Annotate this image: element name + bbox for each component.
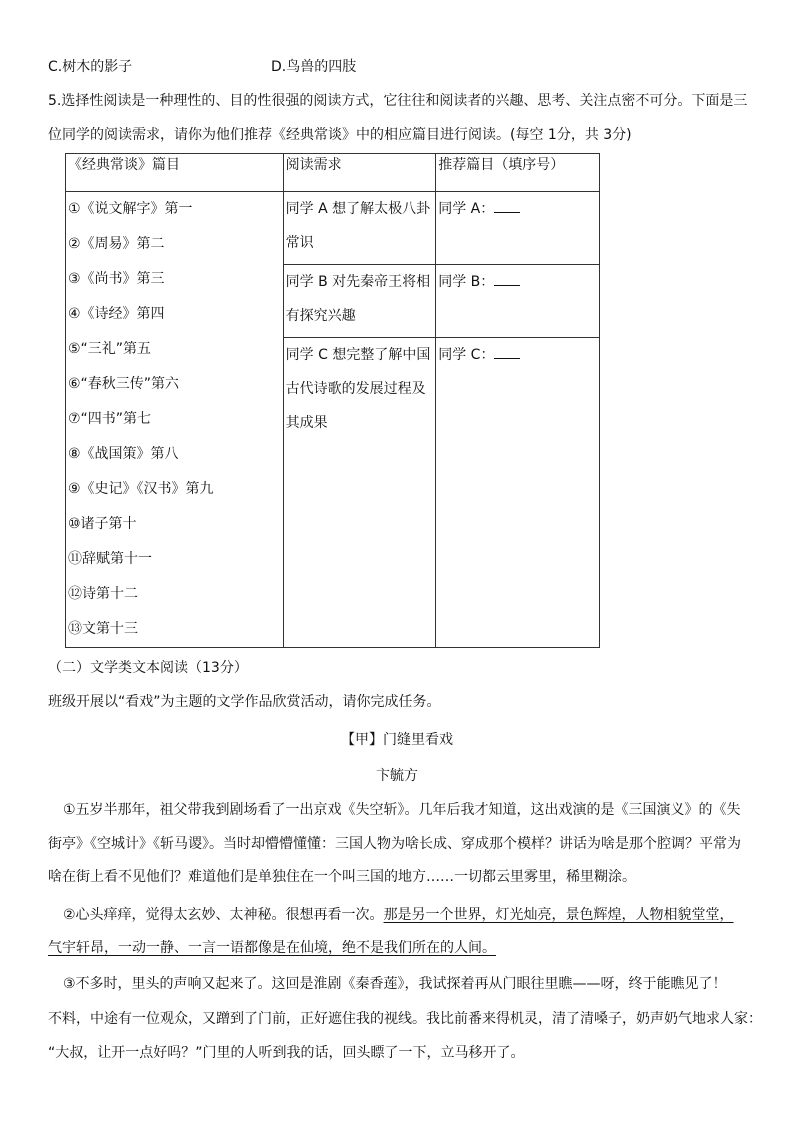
- chapter-item: ⑪辞赋第十一: [68, 551, 152, 567]
- need-c: [283, 338, 436, 648]
- recommend-a-label: 同学 A：: [438, 201, 495, 217]
- need-c-line1: 同学 C 想完整了解中国: [285, 347, 431, 363]
- need-a-line2: 常识: [285, 235, 314, 251]
- chapter-item: ⑩诸子第十: [68, 516, 137, 532]
- need-b: [283, 265, 436, 338]
- header-recommend: 推荐篇目（填序号）: [436, 154, 600, 192]
- answer-blank-b[interactable]: [494, 273, 520, 286]
- recommend-a[interactable]: [436, 192, 600, 265]
- chapter-item: ⑨《史记》《汉书》第九: [68, 481, 214, 497]
- chapter-item: ⑧《战国策》第八: [68, 446, 179, 462]
- paragraph2-line1: [63, 904, 760, 926]
- recommend-b[interactable]: [436, 265, 600, 338]
- need-a-line1: 同学 A 想了解太极八卦: [285, 201, 431, 217]
- passage-title: 【甲】门缝里看戏: [341, 732, 453, 748]
- need-b-line1: 同学 B 对先秦帝王将相: [285, 274, 431, 290]
- paragraph2-text: ②心头痒痒，觉得太玄妙、太神秘。很想再看一次。: [63, 907, 384, 923]
- answer-blank-c[interactable]: [494, 346, 520, 359]
- paragraph3-line2: 不料，中途有一位观众，又蹭到了门前，正好遮住我的视线。我比前番来得机灵，清了清嗓子，奶声奶气地求人家：: [48, 1011, 762, 1027]
- chapter-item: ⑤“三礼”第五: [68, 341, 152, 357]
- passage-author: 卞毓方: [376, 768, 418, 784]
- paragraph1-line2: 街亭》《空城计》《斩马谡》。当时却懵懵懂懂：三国人物为啥长成、穿成那个模样？讲话为啥是那个腔调？平常为: [48, 836, 741, 852]
- answer-blank-a[interactable]: [494, 200, 520, 213]
- reading-table: [65, 153, 600, 648]
- recommend-c-label: 同学 C：: [438, 347, 495, 363]
- paragraph3-line1: ③不多时，里头的声响又起来了。这回是淮剧《秦香莲》，我试探着再从门眼往里瞧——呀，终于能瞧见了！: [63, 976, 727, 992]
- chapter-item: ①《说文解字》第一: [68, 201, 193, 217]
- question5-line1: 5.选择性阅读是一种理性的、目的性很强的阅读方式，它往往和阅读者的兴趣、思考、关注点密不可分。下面是三: [48, 93, 748, 109]
- chapter-item: ⑥“春秋三传”第六: [68, 376, 180, 392]
- option-c: C.树木的影子: [48, 59, 133, 75]
- section2-heading: （二）文学类文本阅读（13分）: [48, 660, 248, 676]
- chapter-item: ⑫诗第十二: [68, 586, 138, 602]
- header-chapters: 《经典常谈》篇目: [66, 154, 284, 192]
- paragraph1-line3: 啥在街上看不见他们？难道他们是单独住在一个叫三国的地方……一切都云里雾里，稀里糊涂。: [48, 869, 636, 885]
- need-c-line2: 古代诗歌的发展过程及: [285, 381, 426, 397]
- paragraph3-line3: “大叔，让开一点好吗？”门里的人听到我的话，回头瞟了一下，立马移开了。: [48, 1045, 525, 1061]
- chapter-item: ⑬文第十三: [68, 621, 138, 637]
- chapter-item: ②《周易》第二: [68, 236, 165, 252]
- chapter-item: ④《诗经》第四: [68, 306, 165, 322]
- table-header-row: [66, 154, 600, 192]
- question5-line2: 位同学的阅读需求，请你为他们推荐《经典常谈》中的相应篇目进行阅读。(每空 1分，共 3分): [48, 127, 632, 143]
- paragraph2-line2: 气宇轩昂，一动一静、一言一语都像是在仙境，绝不是我们所在的人间。: [48, 940, 496, 956]
- section2-intro: 班级开展以“看戏”为主题的文学作品欣赏活动，请你完成任务。: [48, 694, 441, 710]
- chapter-list: [66, 192, 284, 648]
- recommend-c[interactable]: [436, 338, 600, 648]
- chapter-item: ③《尚书》第三: [68, 271, 165, 287]
- paragraph1-line1: ①五岁半那年，祖父带我到剧场看了一出京戏《失空斩》。几年后我才知道，这出戏演的是《三国演义》的《失: [63, 802, 741, 818]
- paragraph2-underlined-text: 那是另一个世界，灯光灿亮，景色辉煌，人物相貌堂堂，: [383, 907, 734, 923]
- header-needs: 阅读需求: [283, 154, 436, 192]
- need-a: [283, 192, 436, 265]
- chapter-item: ⑦“四书”第七: [68, 411, 152, 427]
- need-c-line3: 其成果: [285, 415, 328, 431]
- option-d: D.鸟兽的四肢: [271, 59, 357, 75]
- recommend-b-label: 同学 B：: [438, 274, 495, 290]
- need-b-line2: 有探究兴趣: [285, 308, 356, 324]
